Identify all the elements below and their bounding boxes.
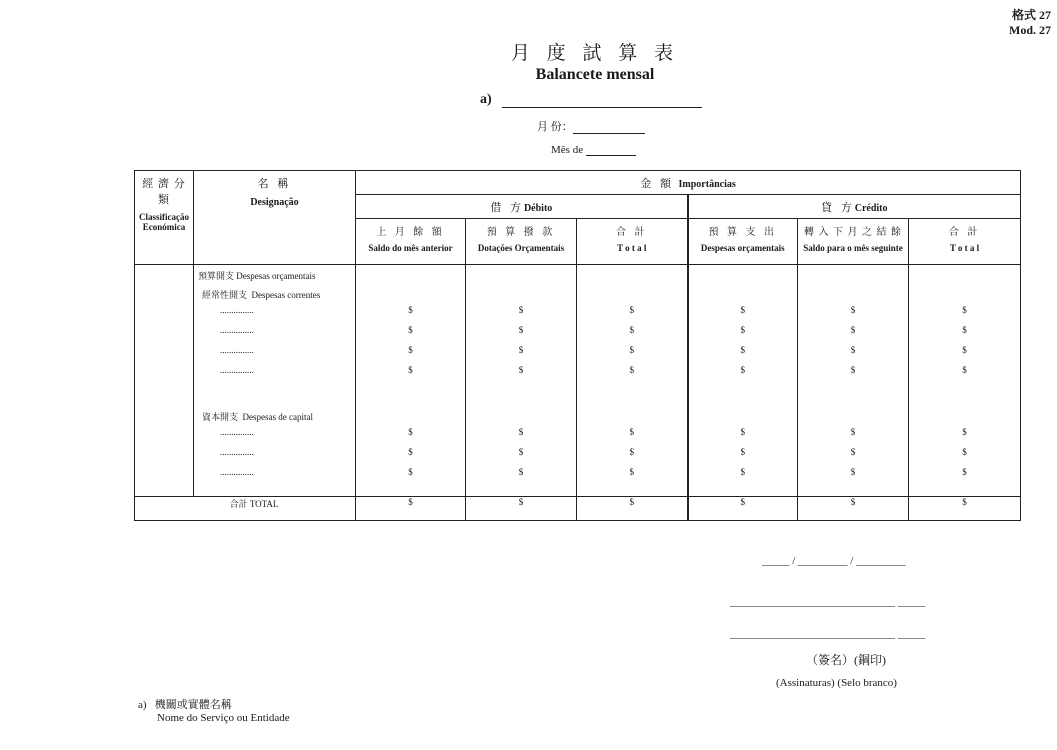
balance-table [134,170,1021,521]
date-field[interactable]: _____ / _________ / _________ [762,555,906,567]
month-blank-cn[interactable] [573,122,645,134]
page-title-pt: Balancete mensal [535,66,655,83]
col-header-next-balance: 轉 入 下 月 之 結 餘 Saldo para o mês seguinte [798,219,909,265]
col-header-prev-balance: 上 月 餘 額 Saldo do mês anterior [356,219,466,265]
footnote-pt: Nome do Serviço ou Entidade [157,712,290,724]
col-header-expenditure: 預 算 支 出 Despesas orçamentais [688,219,798,265]
table-row: ............... $ $ $ $ $ $ [135,365,1021,385]
section-current: 經常性開支 Despesas correntes [194,285,356,305]
entity-blank[interactable] [502,93,702,108]
month-blank-pt[interactable] [586,144,636,156]
table-row: ............... $ $ $ $ $ $ [135,325,1021,345]
table-row: ............... $ $ $ $ $ $ [135,305,1021,325]
form-code-pt: Mod. 27 [1009,23,1051,37]
col-header-allocations: 預 算 撥 款 Dotações Orçamentais [466,219,577,265]
table-row: ............... $ $ $ $ $ $ [135,345,1021,365]
page-title-cn: 月 度 試 算 表 [510,43,679,64]
form-code [1009,8,1051,38]
signature-seal-cn: （簽名）(鋼印) [806,653,886,667]
classification-header: 經 濟 分 類 Classificação Económica [135,171,194,265]
amounts-header: 金 額 Importâncias [356,171,1021,195]
month-field-pt[interactable] [551,144,636,156]
form-code-cn: 格式 27 [1011,8,1051,22]
entity-field[interactable] [480,92,702,108]
total-row: 合計 TOTAL $ $ $ $ $ $ [135,497,1021,521]
debit-header: 借 方Débito [356,195,688,219]
table-row: ............... $ $ $ $ $ $ [135,467,1021,497]
signature-line-1[interactable]: ______________________________ _____ [730,596,926,608]
signature-line-2[interactable]: ______________________________ _____ [730,628,926,640]
signature-seal-pt: (Assinaturas) (Selo branco) [776,677,897,689]
col-header-debit-total: 合 計 T o t a l [577,219,688,265]
table-row: ............... $ $ $ $ $ $ [135,447,1021,467]
section-capital: 資本開支 Despesas de capital [194,407,356,427]
table-row: ............... $ $ $ $ $ $ [135,427,1021,447]
footnote-cn: a) 機關或實體名稱 [138,699,232,711]
designation-header: 名 稱 Designação [194,171,356,265]
month-field-cn[interactable] [537,118,645,134]
total-label: 合計 TOTAL [135,497,356,521]
entity-marker: a) [480,92,492,107]
month-label-cn: 月 份： [537,121,573,133]
month-label-pt: Mês de [551,144,584,156]
col-header-credit-total: 合 計 T o t a l [909,219,1021,265]
credit-header: 貸 方Crédito [688,195,1021,219]
section-budget: 預算開支 Despesas orçamentais [194,265,356,285]
